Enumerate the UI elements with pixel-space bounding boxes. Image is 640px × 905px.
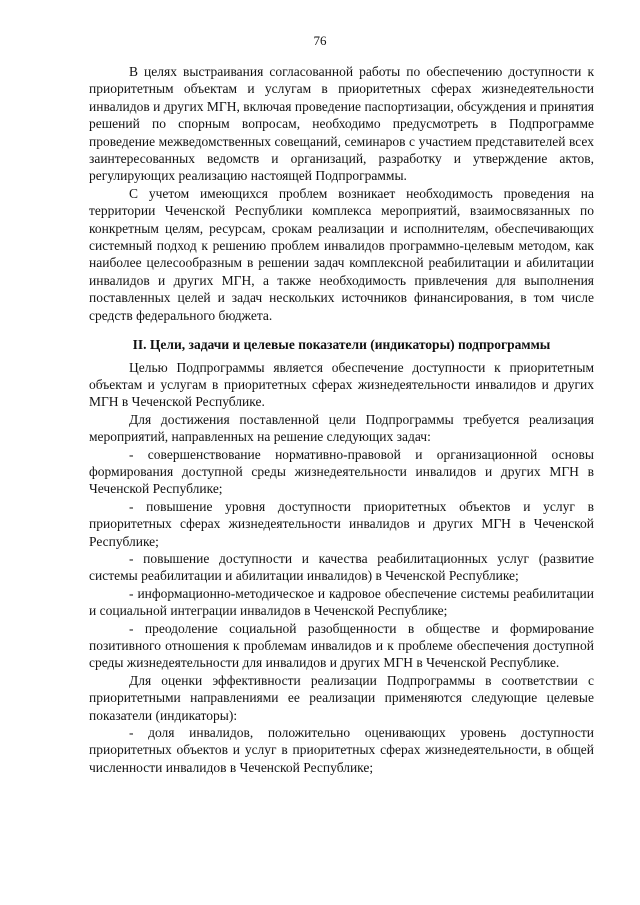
- page-number: 76: [313, 33, 327, 48]
- list-item-task-accessibility: - повышение уровня доступности приоритетных объектов и услуг в приоритетных сферах жизнедеятельности инвалидов и других МГН в Чеченской Республике;: [89, 498, 594, 549]
- list-item-task-methodical: - информационно-методическое и кадровое обеспечение системы реабилитации и социальной интеграции инвалидов в Чеченской Республике;: [89, 585, 594, 619]
- paragraph-indicators-intro: Для оценки эффективности реализации Подпрограммы в соответствии с приоритетными направлениями ее реализации применяются следующие целевые показатели (индикаторы):: [89, 672, 594, 723]
- paragraph-program-necessity: С учетом имеющихся проблем возникает необходимость проведения на территории Чеченской Республики комплекса мероприятий, взаимосвязанных по конкретным целям, ресурсам, срокам реализации и исполнителям, обеспечивающих системный подход к решению проблем инвалидов программно-целевым методом, как наиболее целесообразным в решении задач комплексной реабилитации и абилитации инвалидов и других МГН, а также необходимость привлечения для выполнения поставленных целей и задач нескольких источников финансирования, в том числе средств федерального бюджета.: [89, 185, 594, 323]
- section-heading: II. Цели, задачи и целевые показатели (индикаторы) подпрограммы: [132, 337, 551, 353]
- paragraph-program-goal: Целью Подпрограммы является обеспечение доступности к приоритетным объектам и услугам в приоритетных сферах жизнедеятельности инвалидов и других МГН в Чеченской Республике.: [89, 359, 594, 410]
- list-item-indicator-share: - доля инвалидов, положительно оценивающих уровень доступности приоритетных объектов и услуг в приоритетных сферах жизнедеятельности, в общей численности инвалидов в Чеченской Республике;: [89, 725, 594, 775]
- list-item-task-regulatory: - совершенствование нормативно-правовой и организационной основы формирования доступной среды жизнедеятельности инвалидов и других МГН в Чеченской Республике;: [89, 446, 594, 497]
- document-body: [89, 63, 594, 776]
- list-item-task-social: - преодоление социальной разобщенности в обществе и формирование позитивного отношения к проблемам инвалидов и к проблеме обеспечения доступной среды жизнедеятельности для инвалидов и других МГН в Чеченской Республике.: [89, 620, 594, 671]
- paragraph-interagency-coordination: В целях выстраивания согласованной работы по обеспечению доступности к приоритетным объектам и услугам в приоритетных сферах жизнедеятельности инвалидов и других МГН, включая проведение паспортизации, обсуждения и принятия решений по спорным вопросам, необходимо предусмотреть в Подпрограмме проведение межведомственных совещаний, семинаров с участием представителей всех заинтересованных ведомств и организаций, разработку и утверждение актов, регулирующих реализацию настоящей Подпрограммы.: [89, 64, 594, 184]
- list-item-task-rehabilitation: - повышение доступности и качества реабилитационных услуг (развитие системы реабилитации и абилитации инвалидов) в Чеченской Республике;: [89, 550, 594, 584]
- paragraph-tasks-intro: Для достижения поставленной цели Подпрограммы требуется реализация мероприятий, направленных на решение следующих задач:: [89, 411, 594, 445]
